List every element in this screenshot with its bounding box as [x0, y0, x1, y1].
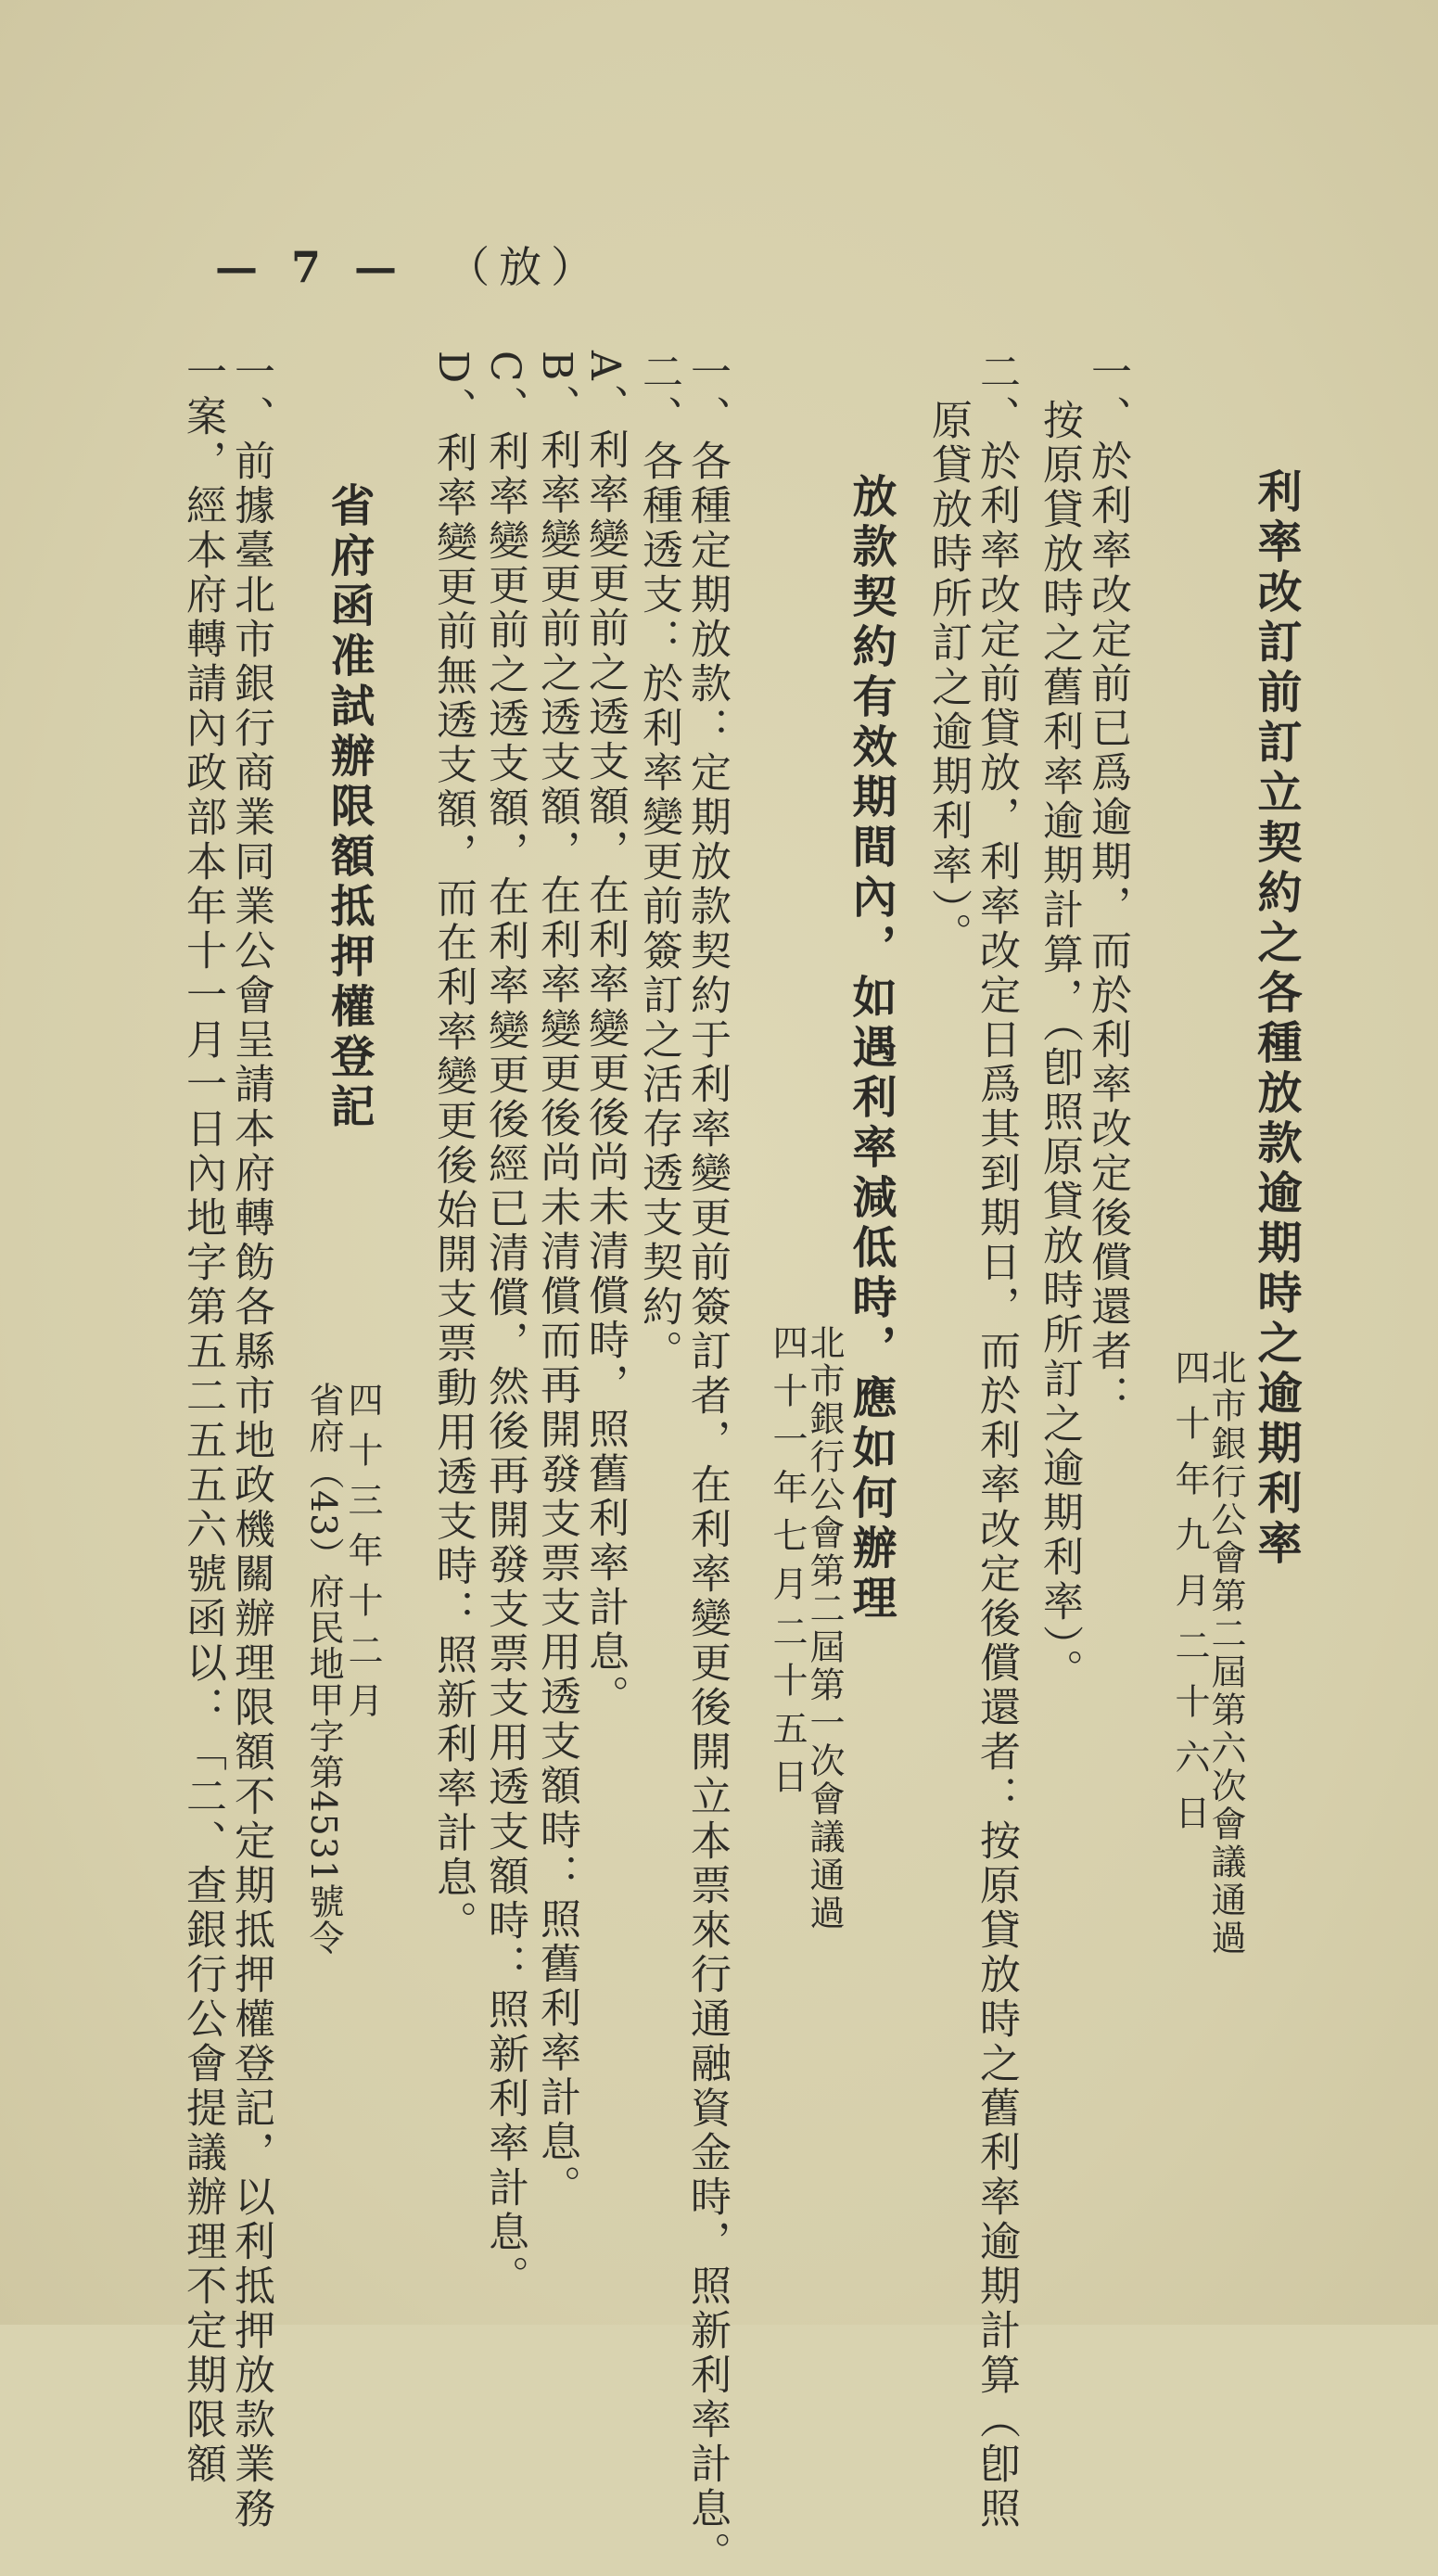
section1-item1-line1: 一、於利率改定前已爲逾期，而於利率改定後償還者：: [1084, 351, 1131, 1419]
section3-title: 省府函准試辦限額抵押權登記: [323, 482, 375, 1133]
section3-date: 四十三年十二月: [342, 1382, 383, 1732]
section2-subitem-a: A、利率變更前之透支額，在利率變更後尚未清償時，照舊利率計息。: [581, 351, 629, 1719]
section1-item2-line1: 二、於利率改定前貸放，利率改定日爲其到期日，而於利率改定後償還者：按原貸放時之舊利率逾期計算（卽照: [973, 351, 1020, 2531]
section2-subitem-b: B、利率變更前之透支額，在利率變更後尚未清償而再開發支票支用透支額時：照舊利率計息。: [533, 351, 580, 2210]
section3-item1-line1: 一、前據臺北市銀行商業同業公會呈請本府轉飭各縣市地政機關辦理限額不定期抵押權登記，以利抵押放款業務: [227, 351, 274, 2531]
section2-subitem-d: D、利率變更前無透支額，而在利率變更後始開支票動用透支時：照新利率計息。: [429, 351, 477, 1945]
section1-date: 四十年九月二十六日: [1169, 1349, 1210, 1850]
section1-title: 利率改訂前訂立契約之各種放款逾期時之逾期利率: [1250, 468, 1302, 1570]
page-number: [215, 234, 603, 295]
section3-order: 省府（43）府民地甲字第4531號令: [303, 1382, 344, 1957]
section1-source: 北市銀行公會第二屆第六次會議通過: [1205, 1349, 1246, 1958]
section2-item1: 一、各種定期放款：定期放款契約于利率變更前簽訂者，在利率變更後開立本票來行通融資金時，照新利率計息。: [683, 351, 731, 2576]
section1-item2-line2: 原貸放時所訂之逾期利率）。: [924, 399, 972, 957]
section2-item2: 二、各種透支：於利率變更前簽訂之活存透支契約。: [635, 351, 682, 1374]
section2-title: 放款契約有效期間內，如遇利率減低時，應如何辦理: [845, 473, 897, 1625]
section2-subitem-c: C、利率變更前之透支額，在利率變更後經已清償，然後再開發支票支用透支額時：照新利率計息。: [481, 351, 528, 2300]
section3-item1-line2: 一案，經本府轉請內政部本年十一月一日內地字第五二五五六號函以：「二、查銀行公會提議辦理不定期限額: [179, 351, 226, 2487]
section2-source: 北市銀行公會第二屆第一次會議通過: [804, 1324, 845, 1932]
section2-date: 四十一年七月二十五日: [767, 1324, 808, 1806]
page-number-text: — 7 —: [215, 242, 407, 292]
section1-item1-line2: 按原貸放時之舊利率逾期計算，（卽照原貸放時所訂之逾期利率）。: [1036, 399, 1083, 1693]
section-mark: （放）: [447, 242, 604, 292]
